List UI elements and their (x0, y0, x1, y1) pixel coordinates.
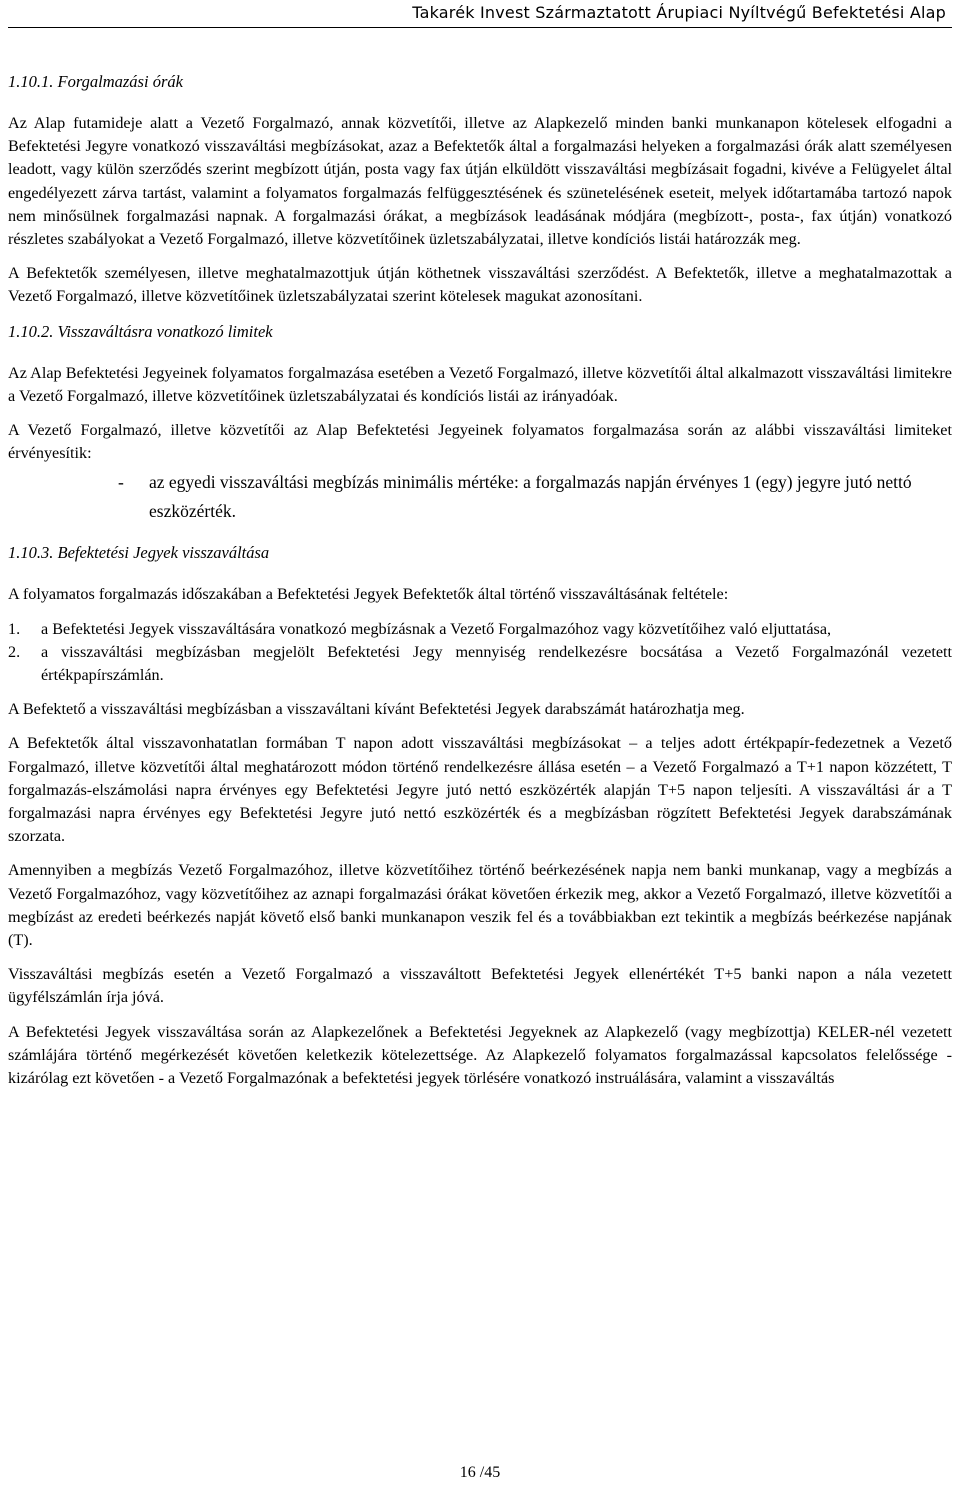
running-header: Takarék Invest Származtatott Árupiaci Nyíltvégű Befektetési Alap (412, 3, 946, 22)
dash-marker: - (118, 472, 124, 493)
section-heading-visszavaltasi-limitek: 1.10.2. Visszaváltásra vonatkozó limitek (8, 321, 273, 341)
list-item-number: 1. (8, 619, 21, 638)
paragraph: A Befektető a visszaváltási megbízásban a visszaváltani kívánt Befektetési Jegyek darabszámát határozhatja meg. (8, 700, 745, 719)
dash-list-item (8, 468, 952, 526)
paragraph: Az Alap Befektetési Jegyeinek folyamatos forgalmazása esetében a Vezető Forgalmazó, illetve közvetítői által alkalmazott visszaváltási limitekre a Vezető Forgalmazó, illetve közvetítőinek üzletszabályzatai és kondíciós listái az irányadóak. (8, 363, 952, 405)
paragraph: A Vezető Forgalmazó, illetve közvetítői az Alap Befektetési Jegyeinek folyamatos forgalmazása során az alábbi visszaváltási limiteket érvényesítik: (8, 421, 952, 463)
list-item (8, 641, 952, 687)
paragraph: A folyamatos forgalmazás időszakában a Befektetési Jegyek Befektetők által történő visszaváltásának feltétele: (8, 585, 729, 604)
dash-item-text: az egyedi visszaváltási megbízás minimális mértéke: a forgalmazás napján érvényes 1 (egy) jegyre jutó nettó eszközérték. (149, 472, 912, 522)
numbered-list (8, 618, 952, 688)
list-item-number: 2. (8, 642, 21, 661)
paragraph: Az Alap futamideje alatt a Vezető Forgalmazó, annak közvetítői, illetve az Alapkezelő minden banki munkanapon kötelesek elfogadni a Befektetési Jegyre vonatkozó visszaváltási megbízásokat, azaz a Befektetők által a forgalmazási helyeken a forgalmazási órák alatt személyesen leadott, vagy külön szerződés szerint megbízott útján, posta vagy fax útján elküldött visszaváltási megbízásait fogadni, kivéve a Felügyelet által engedélyezett zárva tartást, valamint a folyamatos forgalmazás felfüggesztésének és szünetelésének eseteit, melyek időtartamába tartozó napok nem minősülnek forgalmazási napnak. A forgalmazási órákat, a megbízások leadásának módjára (megbízott-, posta-, fax útján) vonatkozó részletes szabályokat a Vezető Forgalmazó, illetve közvetítőinek üzletszabályzatai, illetve kondíciós listái határozzák meg. (8, 114, 952, 249)
paragraph: Amennyiben a megbízás Vezető Forgalmazóhoz, illetve közvetítőihez történő beérkezésének napja nem banki munkanap, vagy a megbízás a Vezető Forgalmazóhoz, vagy közvetítőihez az aznapi forgalmazási órákat követően érkezik meg, akkor a Vezető Forgalmazó, illetve közvetítői a megbízást az eredeti beérkezés napját követő első banki munkanapon veszik fel és a továbbiakban ezt tekintik a megbízás beérkezése napjának (T). (8, 861, 952, 950)
paragraph: A Befektetők személyesen, illetve meghatalmazottjuk útján köthetnek visszaváltási szerződést. A Befektetők, illetve a meghatalmazottak a Vezető Forgalmazó, illetve közvetítőinek üzletszabályzatai szerint kötelesek magukat azonosítani. (8, 264, 952, 306)
list-item (8, 618, 952, 641)
header-rule (8, 27, 952, 28)
paragraph: Visszaváltási megbízás esetén a Vezető Forgalmazó a visszaváltott Befektetési Jegyek ellenértékét T+5 banki napon a nála vezetett ügyfélszámlán írja jóvá. (8, 965, 952, 1007)
document-body (8, 60, 952, 1101)
list-item-text: a Befektetési Jegyek visszaváltására vonatkozó megbízásnak a Vezető Forgalmazóhoz vagy közvetítőihez való eljuttatása, (41, 619, 832, 638)
list-item-text: a visszaváltási megbízásban megjelölt Befektetési Jegy mennyiség rendelkezésre bocsátása a Vezető Forgalmazónál vezetett értékpapírszámlán. (41, 642, 952, 685)
page-number: 16 /45 (459, 1464, 501, 1481)
paragraph: A Befektetők által visszavonhatatlan formában T napon adott visszaváltási megbízásokat – a teljes adott értékpapír-fedezetnek a Vezető Forgalmazó, illetve közvetítői által meghatározott módon történő rendelkezésre állása esetén – a Vezető Forgalmazó a T+1 napon közzétett, T forgalmazás-elszámolási napra érvényes egy Befektetési Jegyre jutó nettó eszközérték alapján T+5 napon teljesíti. A visszaváltási ár a T forgalmazási napra érvényes egy Befektetési Jegyre jutó nettó eszközérték és a megbízásban rögzített Befektetési Jegyek darabszámának szorzata. (8, 734, 952, 846)
paragraph: A Befektetési Jegyek visszaváltása során az Alapkezelőnek a Befektetési Jegyeknek az Alapkezelő (vagy megbízottja) KELER-nél vezetett számlájára történő megérkezését követően keletkezik kötelezettsége. Az Alapkezelő folyamatos forgalmazással kapcsolatos felelőssége - kizárólag ezt követően - a Vezető Forgalmazónak a befektetési jegyek törlésére vonatkozó instruálására, valamint a visszaváltás (8, 1022, 952, 1088)
section-heading-forgalmazasi-orak: 1.10.1. Forgalmazási órák (8, 72, 183, 91)
section-heading-jegyek-visszavaltasa: 1.10.3. Befektetési Jegyek visszaváltása (8, 543, 270, 563)
